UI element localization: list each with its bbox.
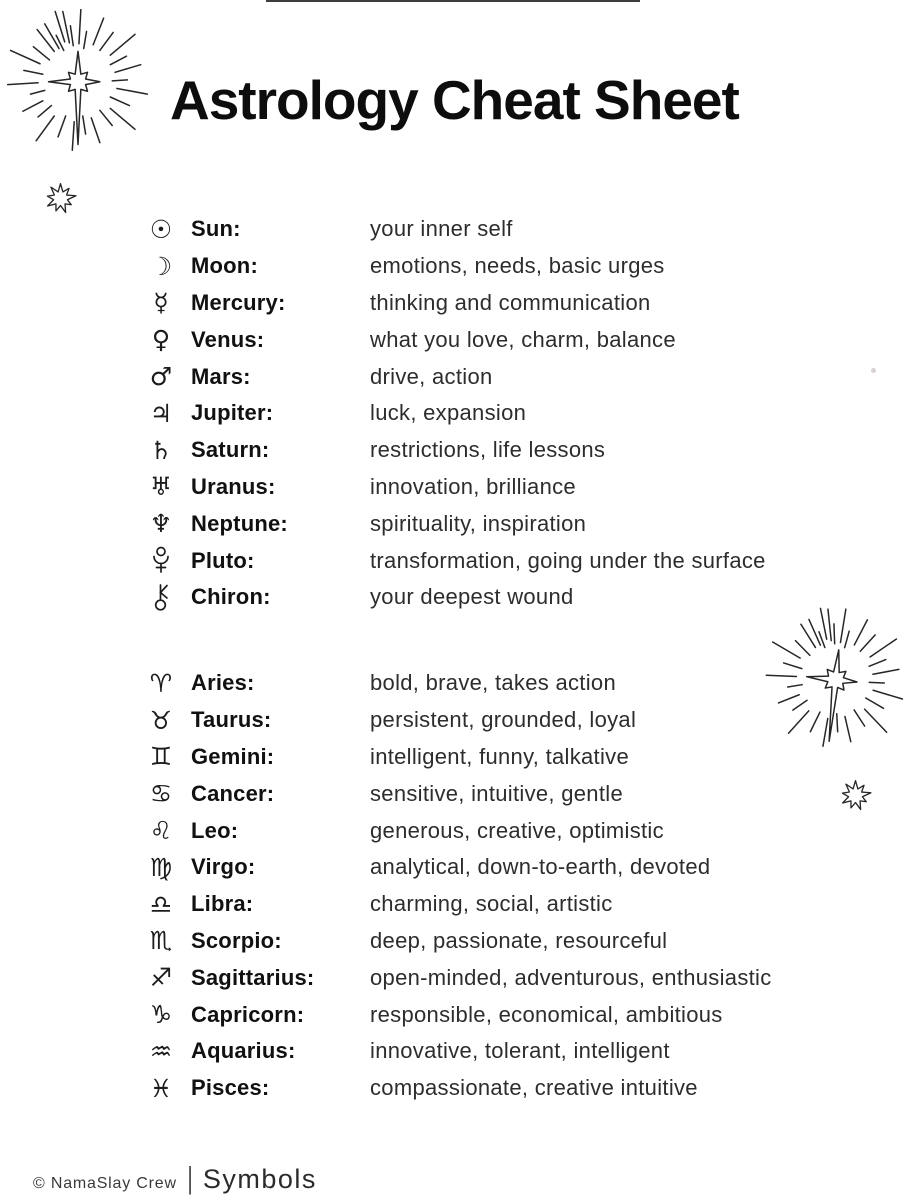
zodiac-label: Libra: <box>191 891 254 917</box>
sun-symbol-icon: ☉ <box>149 214 173 244</box>
zodiac-row <box>143 886 772 923</box>
planet-description: drive, action <box>370 363 493 389</box>
zodiac-description: intelligent, funny, talkative <box>370 743 629 769</box>
zodiac-list <box>143 665 772 1107</box>
planet-label: Pluto: <box>191 547 255 573</box>
zodiac-description: compassionate, creative intuitive <box>370 1075 698 1101</box>
pisces-symbol-icon: ♓ <box>149 1073 173 1103</box>
zodiac-row <box>143 849 772 886</box>
faint-dot <box>871 368 876 373</box>
planet-row <box>143 248 766 285</box>
taurus-symbol-icon: ♉ <box>149 705 173 735</box>
planet-description: spirituality, inspiration <box>370 510 587 536</box>
planet-row <box>143 211 766 248</box>
sparkle-burst-icon <box>44 181 77 216</box>
planet-row <box>143 321 766 358</box>
zodiac-label: Gemini: <box>191 743 275 769</box>
page-title: Astrology Cheat Sheet <box>170 69 739 131</box>
zodiac-row <box>143 812 772 849</box>
zodiac-row <box>143 1070 772 1107</box>
saturn-symbol-icon: ♄ <box>149 435 173 465</box>
zodiac-row <box>143 1033 772 1070</box>
planet-label: Chiron: <box>191 584 271 610</box>
planets-list <box>143 211 766 616</box>
planet-row <box>143 505 766 542</box>
starburst-icon <box>2 2 154 154</box>
zodiac-label: Virgo: <box>191 854 256 880</box>
moon-symbol-icon: ☽ <box>149 251 173 281</box>
planet-label: Venus: <box>191 326 265 352</box>
jupiter-symbol-icon: ♃ <box>149 398 173 428</box>
planet-label: Uranus: <box>191 473 276 499</box>
sagittarius-symbol-icon: ♐ <box>149 963 173 993</box>
chiron-symbol-icon <box>143 582 179 612</box>
zodiac-description: generous, creative, optimistic <box>370 817 664 843</box>
zodiac-label: Pisces: <box>191 1075 270 1101</box>
planet-description: your inner self <box>370 216 513 242</box>
zodiac-label: Leo: <box>191 817 239 843</box>
planet-label: Mars: <box>191 363 251 389</box>
zodiac-label: Cancer: <box>191 780 275 806</box>
planet-row <box>143 469 766 506</box>
planet-description: emotions, needs, basic urges <box>370 253 665 279</box>
zodiac-label: Taurus: <box>191 707 272 733</box>
planet-row <box>143 395 766 432</box>
planet-description: luck, expansion <box>370 400 527 426</box>
footer <box>33 1160 317 1196</box>
zodiac-description: responsible, economical, ambitious <box>370 1001 723 1027</box>
copyright-text: © NamaSlay Crew <box>33 1175 177 1192</box>
planet-row <box>143 358 766 395</box>
zodiac-description: bold, brave, takes action <box>370 670 616 696</box>
sparkle-burst-icon <box>839 779 872 812</box>
zodiac-description: innovative, tolerant, intelligent <box>370 1038 670 1064</box>
zodiac-row <box>143 665 772 702</box>
zodiac-description: persistent, grounded, loyal <box>370 707 637 733</box>
planet-description: innovation, brilliance <box>370 473 576 499</box>
mercury-symbol-icon: ☿ <box>153 288 169 318</box>
aries-symbol-icon: ♈ <box>149 668 173 698</box>
planet-description: thinking and communication <box>370 289 651 315</box>
gemini-symbol-icon: ♊ <box>149 742 173 772</box>
neptune-symbol-icon: ♆ <box>149 509 173 539</box>
scorpio-symbol-icon: ♏ <box>149 926 173 956</box>
planet-row <box>143 432 766 469</box>
zodiac-description: analytical, down-to-earth, devoted <box>370 854 711 880</box>
planet-label: Saturn: <box>191 437 270 463</box>
zodiac-label: Scorpio: <box>191 927 282 953</box>
zodiac-label: Aries: <box>191 670 255 696</box>
zodiac-label: Capricorn: <box>191 1001 305 1027</box>
pluto-symbol-icon <box>143 546 179 576</box>
planet-label: Moon: <box>191 253 258 279</box>
planet-description: transformation, going under the surface <box>370 547 766 573</box>
brand-text: Symbols <box>202 1164 317 1194</box>
planet-label: Mercury: <box>191 289 286 315</box>
planet-label: Neptune: <box>191 510 288 536</box>
zodiac-description: deep, passionate, resourceful <box>370 927 668 953</box>
planet-description: your deepest wound <box>370 584 574 610</box>
aquarius-symbol-icon: ♒ <box>149 1036 173 1066</box>
virgo-symbol-icon: ♍ <box>149 852 173 882</box>
footer-divider: | <box>187 1160 193 1195</box>
zodiac-label: Sagittarius: <box>191 964 315 990</box>
zodiac-row <box>143 996 772 1033</box>
planet-row <box>143 285 766 322</box>
top-edge-hairline <box>266 0 640 2</box>
cancer-symbol-icon: ♋ <box>149 779 173 809</box>
planet-description: what you love, charm, balance <box>370 326 676 352</box>
zodiac-row <box>143 739 772 776</box>
libra-symbol-icon: ♎ <box>149 889 173 919</box>
planet-label: Sun: <box>191 216 241 242</box>
zodiac-description: sensitive, intuitive, gentle <box>370 780 623 806</box>
planet-row <box>143 579 766 616</box>
zodiac-label: Aquarius: <box>191 1038 296 1064</box>
venus-symbol-icon: ♀ <box>151 325 171 355</box>
planet-row <box>143 542 766 579</box>
zodiac-description: charming, social, artistic <box>370 891 613 917</box>
zodiac-row <box>143 702 772 739</box>
capricorn-symbol-icon: ♑ <box>149 1000 173 1030</box>
leo-symbol-icon: ♌ <box>149 816 173 846</box>
planet-description: restrictions, life lessons <box>370 437 606 463</box>
starburst-icon <box>753 590 915 763</box>
zodiac-row <box>143 923 772 960</box>
zodiac-row <box>143 775 772 812</box>
uranus-symbol-icon: ♅ <box>149 472 173 502</box>
mars-symbol-icon: ♂ <box>149 362 173 392</box>
planet-label: Jupiter: <box>191 400 274 426</box>
zodiac-description: open-minded, adventurous, enthusiastic <box>370 964 772 990</box>
zodiac-row <box>143 959 772 996</box>
